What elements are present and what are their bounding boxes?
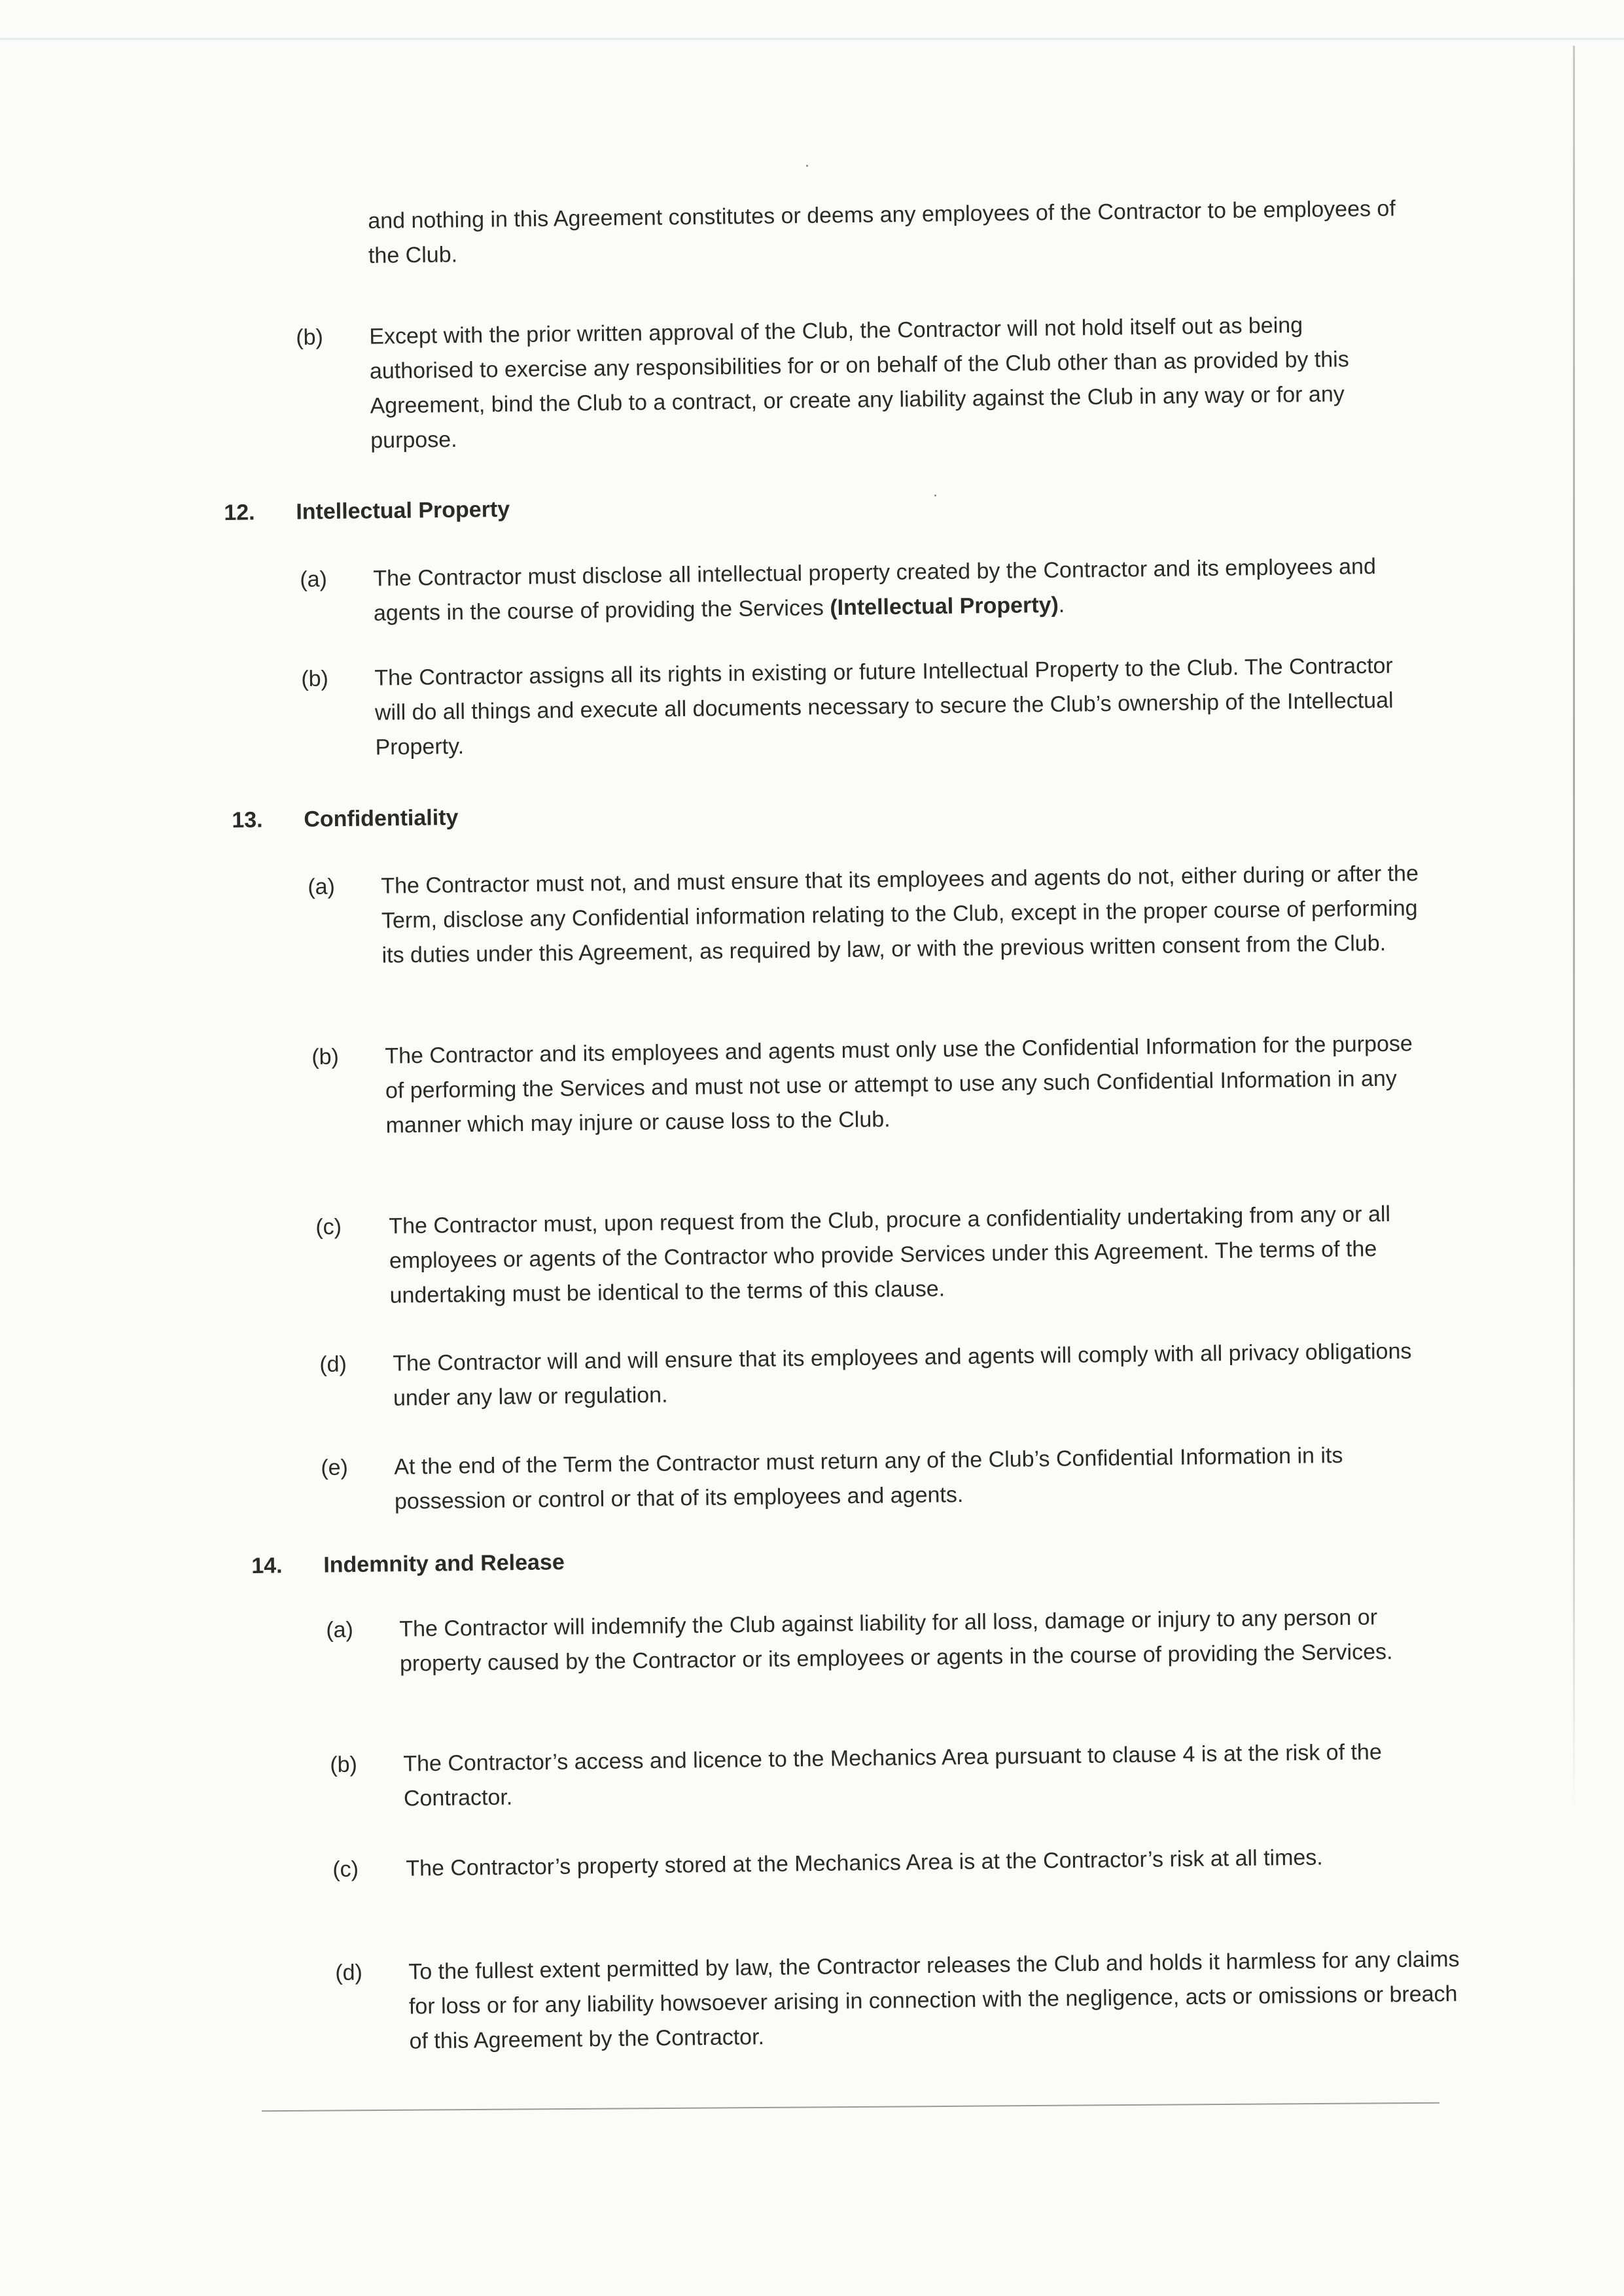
scan-speck [934, 495, 936, 496]
item-text: The Contractor must, upon request from the Club, procure a confidentiality undertaking from any or all employees or agents of the Contractor who provide Services under this Agreement. The terms of the undertaking must be identical to the terms of this clause. [389, 1201, 1391, 1308]
defined-term: (Intellectual Property) [830, 592, 1059, 621]
clause-14-item-d [335, 1942, 1460, 2054]
item-letter: (d) [335, 1960, 363, 1985]
item-text: The Contractor assigns all its rights in existing or future Intellectual Property to the Club. The Contractor will do all things and execute all documents necessary to secure the Club’s ownership of the Intellectual Property. [374, 653, 1394, 760]
clause-title: Intellectual Property [296, 496, 510, 525]
scan-speck [806, 165, 808, 167]
clause-12-item-a [300, 549, 1412, 626]
item-text: To the fullest extent permitted by law, the Contractor releases the Club and holds it harmless for any claims for loss or for any liability howsoever arising in connection with the negligence, acts or omissions or breach of this Agreement by the Contractor. [408, 1947, 1460, 2054]
clause-13-item-e [321, 1437, 1433, 1514]
clause-13-item-c [315, 1196, 1434, 1308]
item-letter: (c) [332, 1856, 359, 1882]
continuation-paragraph [368, 192, 1402, 268]
item-letter: (c) [315, 1214, 342, 1240]
clause-14-heading [251, 1542, 775, 1578]
item-text: The Contractor will indemnify the Club against liability for all loss, damage or injury to any person or property caused by the Contractor or its employees or agents in the course of providing the Services. [399, 1605, 1393, 1677]
clause-number: 14. [251, 1553, 283, 1578]
scan-top-edge [0, 38, 1624, 40]
clause-14-item-a [326, 1599, 1438, 1677]
item-letter: (b) [311, 1044, 340, 1070]
item-letter: (a) [300, 566, 328, 592]
clause-13-item-a [308, 856, 1420, 968]
item-text: The Contractor will and will ensure that its employees and agents will comply with all privacy obligations under any law or regulation. [393, 1338, 1412, 1411]
clause-13-item-b [311, 1026, 1424, 1138]
continuation-text: and nothing in this Agreement constitutes or deems any employees of the Contractor to be employees of the Club. [368, 196, 1396, 268]
scan-right-edge [1573, 46, 1575, 1812]
item-letter: (a) [308, 874, 336, 899]
item-text: The Contractor must not, and must ensure that its employees and agents do not, either during or after the Term, disclose any Confidential information relating to the Club, except in the proper course of performing its duties under this Agreement, as required by law, or with the previous written consent from the Club. [381, 861, 1419, 968]
clause-title: Confidentiality [304, 805, 459, 832]
clause-title: Indemnity and Release [323, 1550, 565, 1578]
clause-number: 13. [232, 807, 263, 833]
item-letter: (e) [321, 1455, 349, 1480]
item-text: The Contractor must disclose all intellectual property created by the Contractor and its employees and agents in the course of providing the Services (Intellectual Property). [373, 553, 1377, 626]
clause-12-heading [224, 489, 747, 525]
clause-14-item-b [330, 1734, 1455, 1811]
footer-rule [262, 2102, 1439, 2112]
item-letter: (a) [326, 1617, 354, 1643]
item-letter: (b) [330, 1752, 358, 1777]
clause-14-item-c [332, 1839, 1458, 1882]
item-letter: (b) [301, 666, 329, 691]
item-text: The Contractor’s access and licence to the Mechanics Area pursuant to clause 4 is at the risk of the Contractor. [403, 1739, 1382, 1811]
item-text: The Contractor and its employees and agents must only use the Confidential Information for the purpose of performing the Services and must not use or attempt to use any such Confidential Information in any manner which may injure or cause loss to the Club. [385, 1031, 1413, 1138]
item-letter: (b) [296, 324, 324, 350]
item-text: At the end of the Term the Contractor must return any of the Club’s Confidential Information in its possession or control or that of its employees and agents. [394, 1442, 1343, 1514]
clause-13-heading [232, 797, 755, 833]
item-text: The Contractor’s property stored at the Mechanics Area is at the Contractor’s risk at all times. [406, 1845, 1323, 1881]
clause-number: 12. [224, 500, 255, 525]
item-letter: (d) [319, 1351, 347, 1377]
clause-13-item-d [319, 1334, 1432, 1411]
clause-12-item-b [301, 648, 1420, 760]
clause-11-item-b [296, 307, 1408, 453]
item-text: Except with the prior written approval of the Club, the Contractor will not hold itself out as being authorised to exercise any responsibilities for or on behalf of the Club other than as provided by this Agreement, bind the Club to a contract, or create any liability against the Club in any way or for any purpose. [369, 313, 1349, 453]
